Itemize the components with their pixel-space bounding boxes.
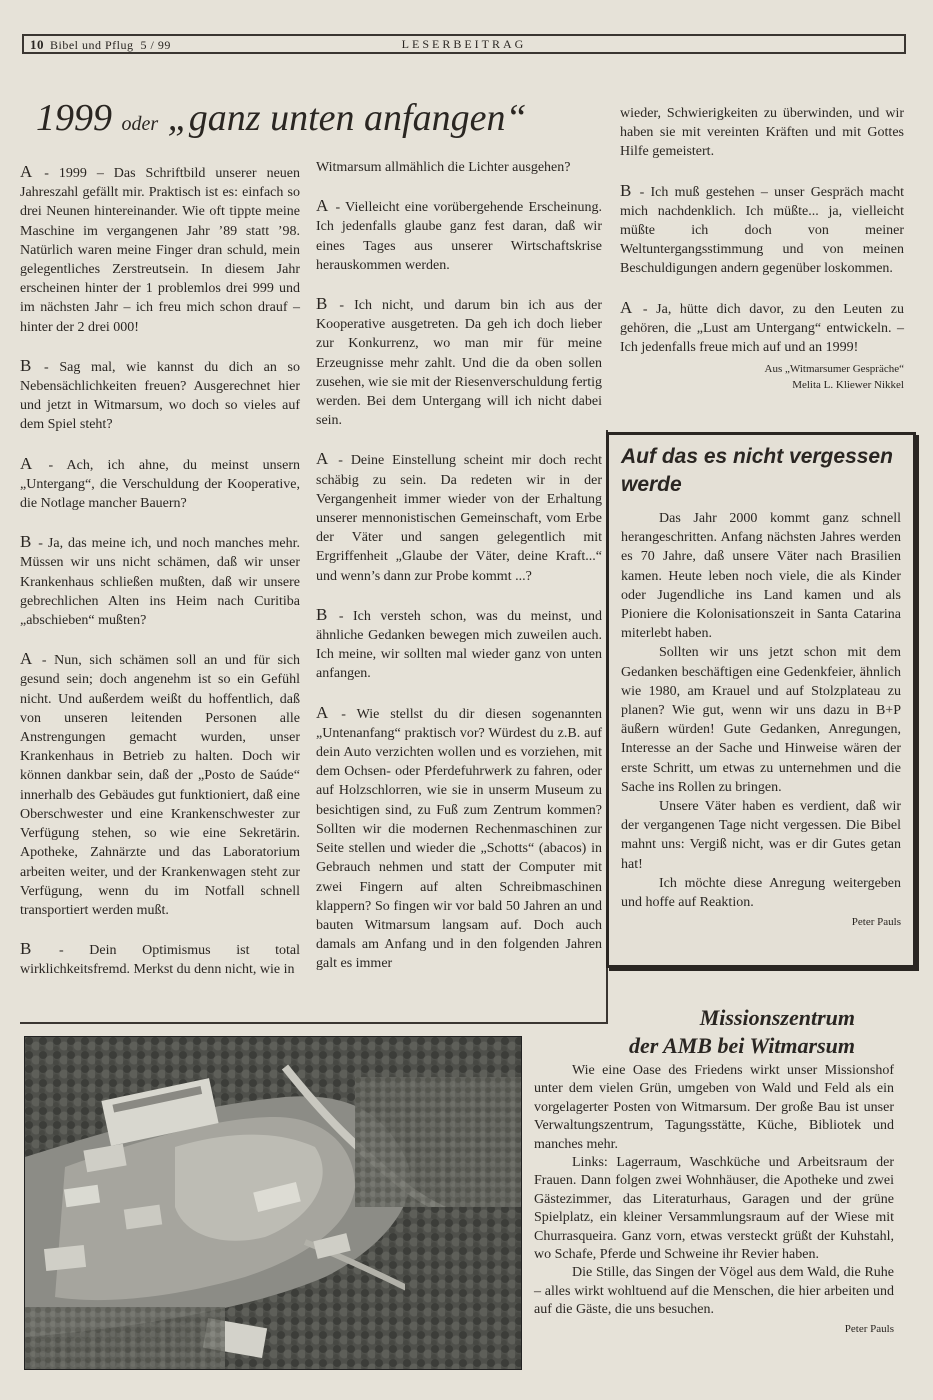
article-column-2: [316, 158, 602, 974]
box-title: Auf das es nicht vergessen werde: [621, 445, 893, 496]
aerial-photo: [24, 1036, 522, 1370]
dialog-paragraph: B - Ich nicht, und darum bin ich aus der Kooperative ausgetreten. Da geh ich doch lieber zur Konkurrenz, wo man mir für meine Erzeugnisse mehr zahlt. Und die da oben sollen zusehen, wie sie mit der Riesenverschuldung fertig werden. Bei dem Untergang will ich nicht dabei sein.: [316, 294, 602, 429]
speaker-label: B: [20, 355, 32, 375]
dialog-paragraph: A - Ja, hütte dich davor, zu den Leuten zu gehören, die „Lust am Untergang“ entwickeln. – Ich jedenfalls freue mich auf und an 1999!: [620, 297, 904, 356]
speaker-label: A: [20, 649, 33, 669]
dialog-paragraph: A - Deine Einstellung scheint mir doch recht schäbig zu sein. Da redeten wir in der Vergangenheit immer wieder von der Erhaltung unserer mennonistischen Gemeinschaft, vom Erbe der Väter und sangen gelegentlich mit Ergriffenheit „Glaube der Väter, deine Kraft...“ und wenn’s dann zur Probe kommt ...?: [316, 449, 602, 584]
dialog-paragraph: Witmarsum allmählich die Lichter ausgehen?: [316, 160, 571, 175]
dialog-paragraph: A - Ach, ich ahne, du meinst unsern „Untergang“, die Verschuldung der Kooperative, die Notlage mancher Bauern?: [20, 453, 300, 512]
speaker-label: A: [620, 297, 633, 317]
speaker-label: B: [316, 604, 328, 624]
speaker-label: A: [316, 196, 329, 216]
aerial-photo-illustration: [25, 1037, 522, 1370]
speaker-label: A: [20, 453, 33, 473]
mission-title: [629, 1004, 855, 1060]
mission-paragraph: Links: Lagerraum, Waschküche und Arbeitsraum der Frauen. Dann folgen zwei Wohnhäuser, die Apotheke und zwei Gästezimmer, das Literaturhaus, Garagen und der grüne Spielplatz, ein kleiner Versammlungsraum auf der Wiese mit Churrasqueira. Ganz vorn, etwas versteckt grüßt der Kuhstahl, wo Schafe, Pferde und Schweine ihr Revier haben.: [534, 1155, 894, 1263]
section-title: LESERBEITRAG: [401, 37, 527, 51]
speaker-label: B: [316, 294, 328, 314]
speaker-label: A: [20, 162, 33, 181]
dialog-paragraph: B - Dein Optimismus ist total wirklichkeitsfremd. Merkst du denn nicht, wie in: [20, 939, 300, 978]
section-divider: [20, 1022, 608, 1024]
mission-paragraph: Wie eine Oase des Friedens wirkt unser Missionshof unter dem vielen Grün, umgeben von Wald und Feld als ein vorgelagerter Posten von Witmarsum. Der große Bau ist unser Verwaltungszentrum, Tagungsstätte, Küche, Bibliotek und manches mehr.: [534, 1063, 894, 1152]
mission-body: [534, 1062, 894, 1338]
publication-name: Bibel und Pflug: [50, 38, 134, 52]
speaker-label: B: [620, 180, 632, 200]
mission-title-line-2: der AMB bei Witmarsum: [629, 1033, 855, 1058]
box-paragraph: Das Jahr 2000 kommt ganz schnell herangeschritten. Anfang nächsten Jahres werden es 70 Jahre, daß unsere Väter nach Brasilien kamen. Heute leben noch viele, die als Kinder oder Jugendliche ins Land kamen und als Pioniere die Kolonisationszeit in Santa Catarina miterlebt haben.: [621, 511, 901, 642]
page-header: [22, 34, 906, 54]
article-source: [620, 361, 904, 393]
title-year: 1999: [36, 97, 112, 139]
dialog-paragraph: B - Ja, das meine ich, und noch manches mehr. Müssen wir uns nicht schämen, daß wir unser Krankenhaus schließen mußten, daß wir unsere gebrechlichen Alten ins Heim nach Curitiba „abschieben“ mußten?: [20, 532, 300, 629]
article-title: [36, 96, 616, 140]
dialog-paragraph: A - 1999 – Das Schriftbild unserer neuen Jahreszahl gefällt mir. Praktisch ist es: einfach so drei Neunen hintereinander. Wie oft tippte meine Maschine im vergangenen Jahr ’89 statt ’98. Natürlich waren meine Finger dran schuld, mein gelegentliches Zerstreutsein. In diesem Jahr erscheinen hinter der 1 problemlos drei 999 und im nächsten Jahr – ich freu mich schon drauf – hinter der 2 drei 000!: [20, 162, 300, 335]
speaker-label: B: [20, 532, 32, 552]
mission-paragraph: Die Stille, das Singen der Vögel aus dem Wald, die Ruhe – alles wirkt wohltuend auf die Menschen, die hier arbeiten und auf die Gäste, die uns besuchen.: [534, 1265, 894, 1318]
dialog-paragraph: B - Sag mal, wie kannst du dich an so Nebensächlichkeiten freuen? Ausgerechnet hier und jetzt in Witmarsum, wo doch so vieles auf dem Spiel steht?: [20, 355, 300, 433]
issue-number: 5 / 99: [140, 38, 171, 52]
article-column-1: [20, 162, 300, 980]
speaker-label: B: [20, 939, 32, 959]
box-author: Peter Pauls: [851, 916, 901, 929]
source-line: Aus „Witmarsumer Gespräche“: [764, 363, 904, 376]
box-paragraph: Sollten wir uns jetzt schon mit dem Gedanken beschäftigen eine Gedenkfeier, ähnlich wie 1980, am Krauel und auf Stolzplateau zu planen? Wie gut, wenn wir uns dazu in B+P äußern würden! Gute Gedanken, Anregungen, Interesse an der Sache und Hinweise wären der erste Schritt, um etwas zu unternehmen und die Sache ins Rollen zu bringen.: [621, 645, 901, 795]
title-main: „ganz unten anfangen“: [167, 97, 527, 139]
dialog-paragraph: A - Nun, sich schämen soll an und für sich gesund sein; doch angenehm ist so ein Gefühl nicht. Und außerdem weißt du hoffentlich, daß von unseren leitenden Personen alle Anstrengungen gemacht wurden, unser Krankenhaus in Betrieb zu halten. Doch wir können dankbar sein, daß der „Posto de Saúde“ innerhalb des Gebäudes gut funktioniert, daß eine Oberschwester und eine Krankenschwester zur Verfügung stehen, so wie eine Sekretärin. Apotheke, Zahnärzte und das Laboratorium arbeiten weiter, und der Krankenwagen steht zur Verfügung, wenn du im Notfall schnell transportiert werden mußt.: [20, 649, 300, 918]
dialog-paragraph: B - Ich versteh schon, was du meinst, und ähnliche Gedanken bewegen mich zuweilen auch. Ich meine, wir sollten mal wieder ganz von unten anfangen.: [316, 604, 602, 682]
dialog-paragraph: B - Ich muß gestehen – unser Gespräch macht mich nachdenklich. Ich müßte... ja, vielleicht müßte ich doch von meiner Weltuntergangsstimmung und von meinen Beschuldigungen andern gegenüber loskommen.: [620, 180, 904, 277]
box-body: [621, 509, 901, 912]
article-column-3: [620, 104, 904, 393]
mission-title-line-1: Missionszentrum: [699, 1005, 855, 1030]
speaker-label: A: [316, 449, 329, 469]
dialog-paragraph: wieder, Schwierigkeiten zu überwinden, und wir haben sie mit vereinten Kräften und mit Gottes Hilfe gemeistert.: [620, 106, 904, 160]
article-author: Melita L. Kliewer Nikkel: [792, 379, 904, 392]
sidebar-box: [606, 432, 916, 968]
box-paragraph: Unsere Väter haben es verdient, daß wir der vergangenen Tage nicht vergessen. Die Bibel mahnt uns: Vergiß nicht, was er dir Gutes getan hat!: [621, 799, 901, 872]
box-paragraph: Ich möchte diese Anregung weitergeben und hoffe auf Reaktion.: [621, 875, 901, 911]
dialog-paragraph: A - Vielleicht eine vorübergehende Erscheinung. Ich jedenfalls glaube ganz fest daran, daß wir eines Tages aus unserer Wirtschaftskrise herauskommen werden.: [316, 196, 602, 273]
mission-author: Peter Pauls: [844, 1322, 894, 1335]
dialog-paragraph: A - Wie stellst du dir diesen sogenannten „Untenanfang“ praktisch vor? Würdest du z.B. auf dein Auto verzichten wollen und es vorziehen, mit dem Ochsen- oder Pferdefuhrwerk zu fahren, oder auf Holzschlorren, wie sie in unserm Museum zu besichtigen sind, zu Fuß zum Zentrum kommen? Sollten wir die modernen Rechenmaschinen zur Seite stellen und wieder die „Schotts“ (abacos) in Gebrauch nehmen und statt der Computer mit zwei Fingern auf alten Schreibmaschinen klappern? So fingen wir vor bald 50 Jahren an und bauten Witmarsum langsam auf. Doch auch damals am Anfang und in den folgenden Jahren galt es immer: [316, 702, 602, 972]
title-connector: oder: [121, 113, 159, 135]
page-number: 10: [30, 37, 44, 52]
speaker-label: A: [316, 702, 329, 722]
